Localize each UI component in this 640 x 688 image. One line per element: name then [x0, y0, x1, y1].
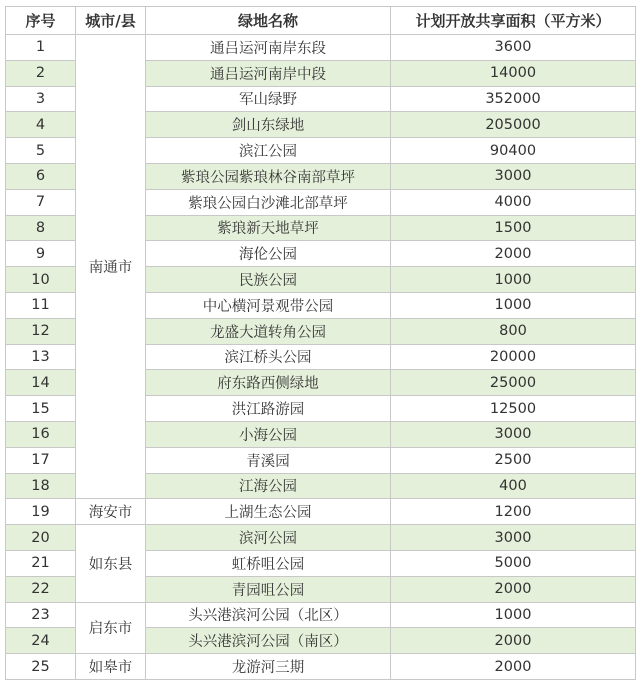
- cell-area: 1000: [391, 602, 636, 628]
- cell-name: 龙盛大道转角公园: [146, 318, 391, 344]
- cell-area: 2000: [391, 241, 636, 267]
- cell-no: 6: [6, 163, 76, 189]
- cell-name: 青园咀公园: [146, 576, 391, 602]
- cell-no: 7: [6, 189, 76, 215]
- cell-no: 21: [6, 550, 76, 576]
- cell-area: 205000: [391, 112, 636, 138]
- cell-no: 23: [6, 602, 76, 628]
- cell-city: 如东县: [76, 525, 146, 602]
- cell-name: 府东路西侧绿地: [146, 370, 391, 396]
- cell-area: 1500: [391, 215, 636, 241]
- green-space-table: [5, 6, 636, 680]
- cell-name: 剑山东绿地: [146, 112, 391, 138]
- cell-name: 滨江桥头公园: [146, 344, 391, 370]
- cell-name: 龙游河三期: [146, 654, 391, 680]
- cell-name: 通吕运河南岸中段: [146, 60, 391, 86]
- cell-name: 上湖生态公园: [146, 499, 391, 525]
- cell-name: 滨河公园: [146, 525, 391, 551]
- cell-name: 江海公园: [146, 473, 391, 499]
- cell-no: 15: [6, 396, 76, 422]
- cell-area: 1200: [391, 499, 636, 525]
- cell-no: 14: [6, 370, 76, 396]
- cell-name: 头兴港滨河公园（南区）: [146, 628, 391, 654]
- cell-no: 2: [6, 60, 76, 86]
- header-no: 序号: [6, 7, 76, 35]
- cell-name: 军山绿野: [146, 86, 391, 112]
- cell-area: 90400: [391, 138, 636, 164]
- cell-city: 启东市: [76, 602, 146, 654]
- cell-name: 虹桥咀公园: [146, 550, 391, 576]
- cell-no: 13: [6, 344, 76, 370]
- cell-city: 南通市: [76, 35, 146, 499]
- table-row: [6, 654, 636, 680]
- header-city: 城市/县: [76, 7, 146, 35]
- cell-area: 20000: [391, 344, 636, 370]
- cell-no: 8: [6, 215, 76, 241]
- cell-name: 中心横河景观带公园: [146, 292, 391, 318]
- cell-name: 滨江公园: [146, 138, 391, 164]
- cell-area: 12500: [391, 396, 636, 422]
- cell-no: 11: [6, 292, 76, 318]
- header-area: 计划开放共享面积（平方米）: [391, 7, 636, 35]
- cell-name: 紫琅公园紫琅林谷南部草坪: [146, 163, 391, 189]
- cell-no: 10: [6, 267, 76, 293]
- cell-name: 小海公园: [146, 421, 391, 447]
- cell-no: 24: [6, 628, 76, 654]
- table-row: [6, 525, 636, 551]
- cell-no: 22: [6, 576, 76, 602]
- cell-name: 海伦公园: [146, 241, 391, 267]
- cell-no: 4: [6, 112, 76, 138]
- cell-area: 3000: [391, 421, 636, 447]
- cell-name: 青溪园: [146, 447, 391, 473]
- table-row: [6, 499, 636, 525]
- cell-no: 9: [6, 241, 76, 267]
- cell-name: 头兴港滨河公园（北区）: [146, 602, 391, 628]
- cell-no: 20: [6, 525, 76, 551]
- cell-no: 19: [6, 499, 76, 525]
- header-name: 绿地名称: [146, 7, 391, 35]
- cell-area: 25000: [391, 370, 636, 396]
- cell-no: 25: [6, 654, 76, 680]
- cell-area: 2000: [391, 654, 636, 680]
- cell-no: 12: [6, 318, 76, 344]
- cell-no: 16: [6, 421, 76, 447]
- cell-area: 1000: [391, 267, 636, 293]
- cell-city: 海安市: [76, 499, 146, 525]
- cell-area: 3000: [391, 163, 636, 189]
- cell-area: 2000: [391, 628, 636, 654]
- cell-no: 17: [6, 447, 76, 473]
- cell-area: 14000: [391, 60, 636, 86]
- cell-area: 400: [391, 473, 636, 499]
- cell-city: 如皋市: [76, 654, 146, 680]
- cell-area: 3000: [391, 525, 636, 551]
- cell-name: 通吕运河南岸东段: [146, 35, 391, 61]
- cell-area: 5000: [391, 550, 636, 576]
- cell-name: 紫琅公园白沙滩北部草坪: [146, 189, 391, 215]
- cell-area: 800: [391, 318, 636, 344]
- cell-name: 洪江路游园: [146, 396, 391, 422]
- cell-area: 1000: [391, 292, 636, 318]
- cell-no: 5: [6, 138, 76, 164]
- cell-no: 3: [6, 86, 76, 112]
- cell-no: 18: [6, 473, 76, 499]
- cell-area: 352000: [391, 86, 636, 112]
- cell-area: 2500: [391, 447, 636, 473]
- cell-area: 3600: [391, 35, 636, 61]
- cell-name: 紫琅新天地草坪: [146, 215, 391, 241]
- cell-area: 2000: [391, 576, 636, 602]
- table-row: [6, 602, 636, 628]
- header-row: [6, 7, 636, 35]
- table-row: [6, 35, 636, 61]
- green-space-table-container: [5, 6, 635, 680]
- cell-no: 1: [6, 35, 76, 61]
- table-body: [6, 35, 636, 680]
- cell-area: 4000: [391, 189, 636, 215]
- cell-name: 民族公园: [146, 267, 391, 293]
